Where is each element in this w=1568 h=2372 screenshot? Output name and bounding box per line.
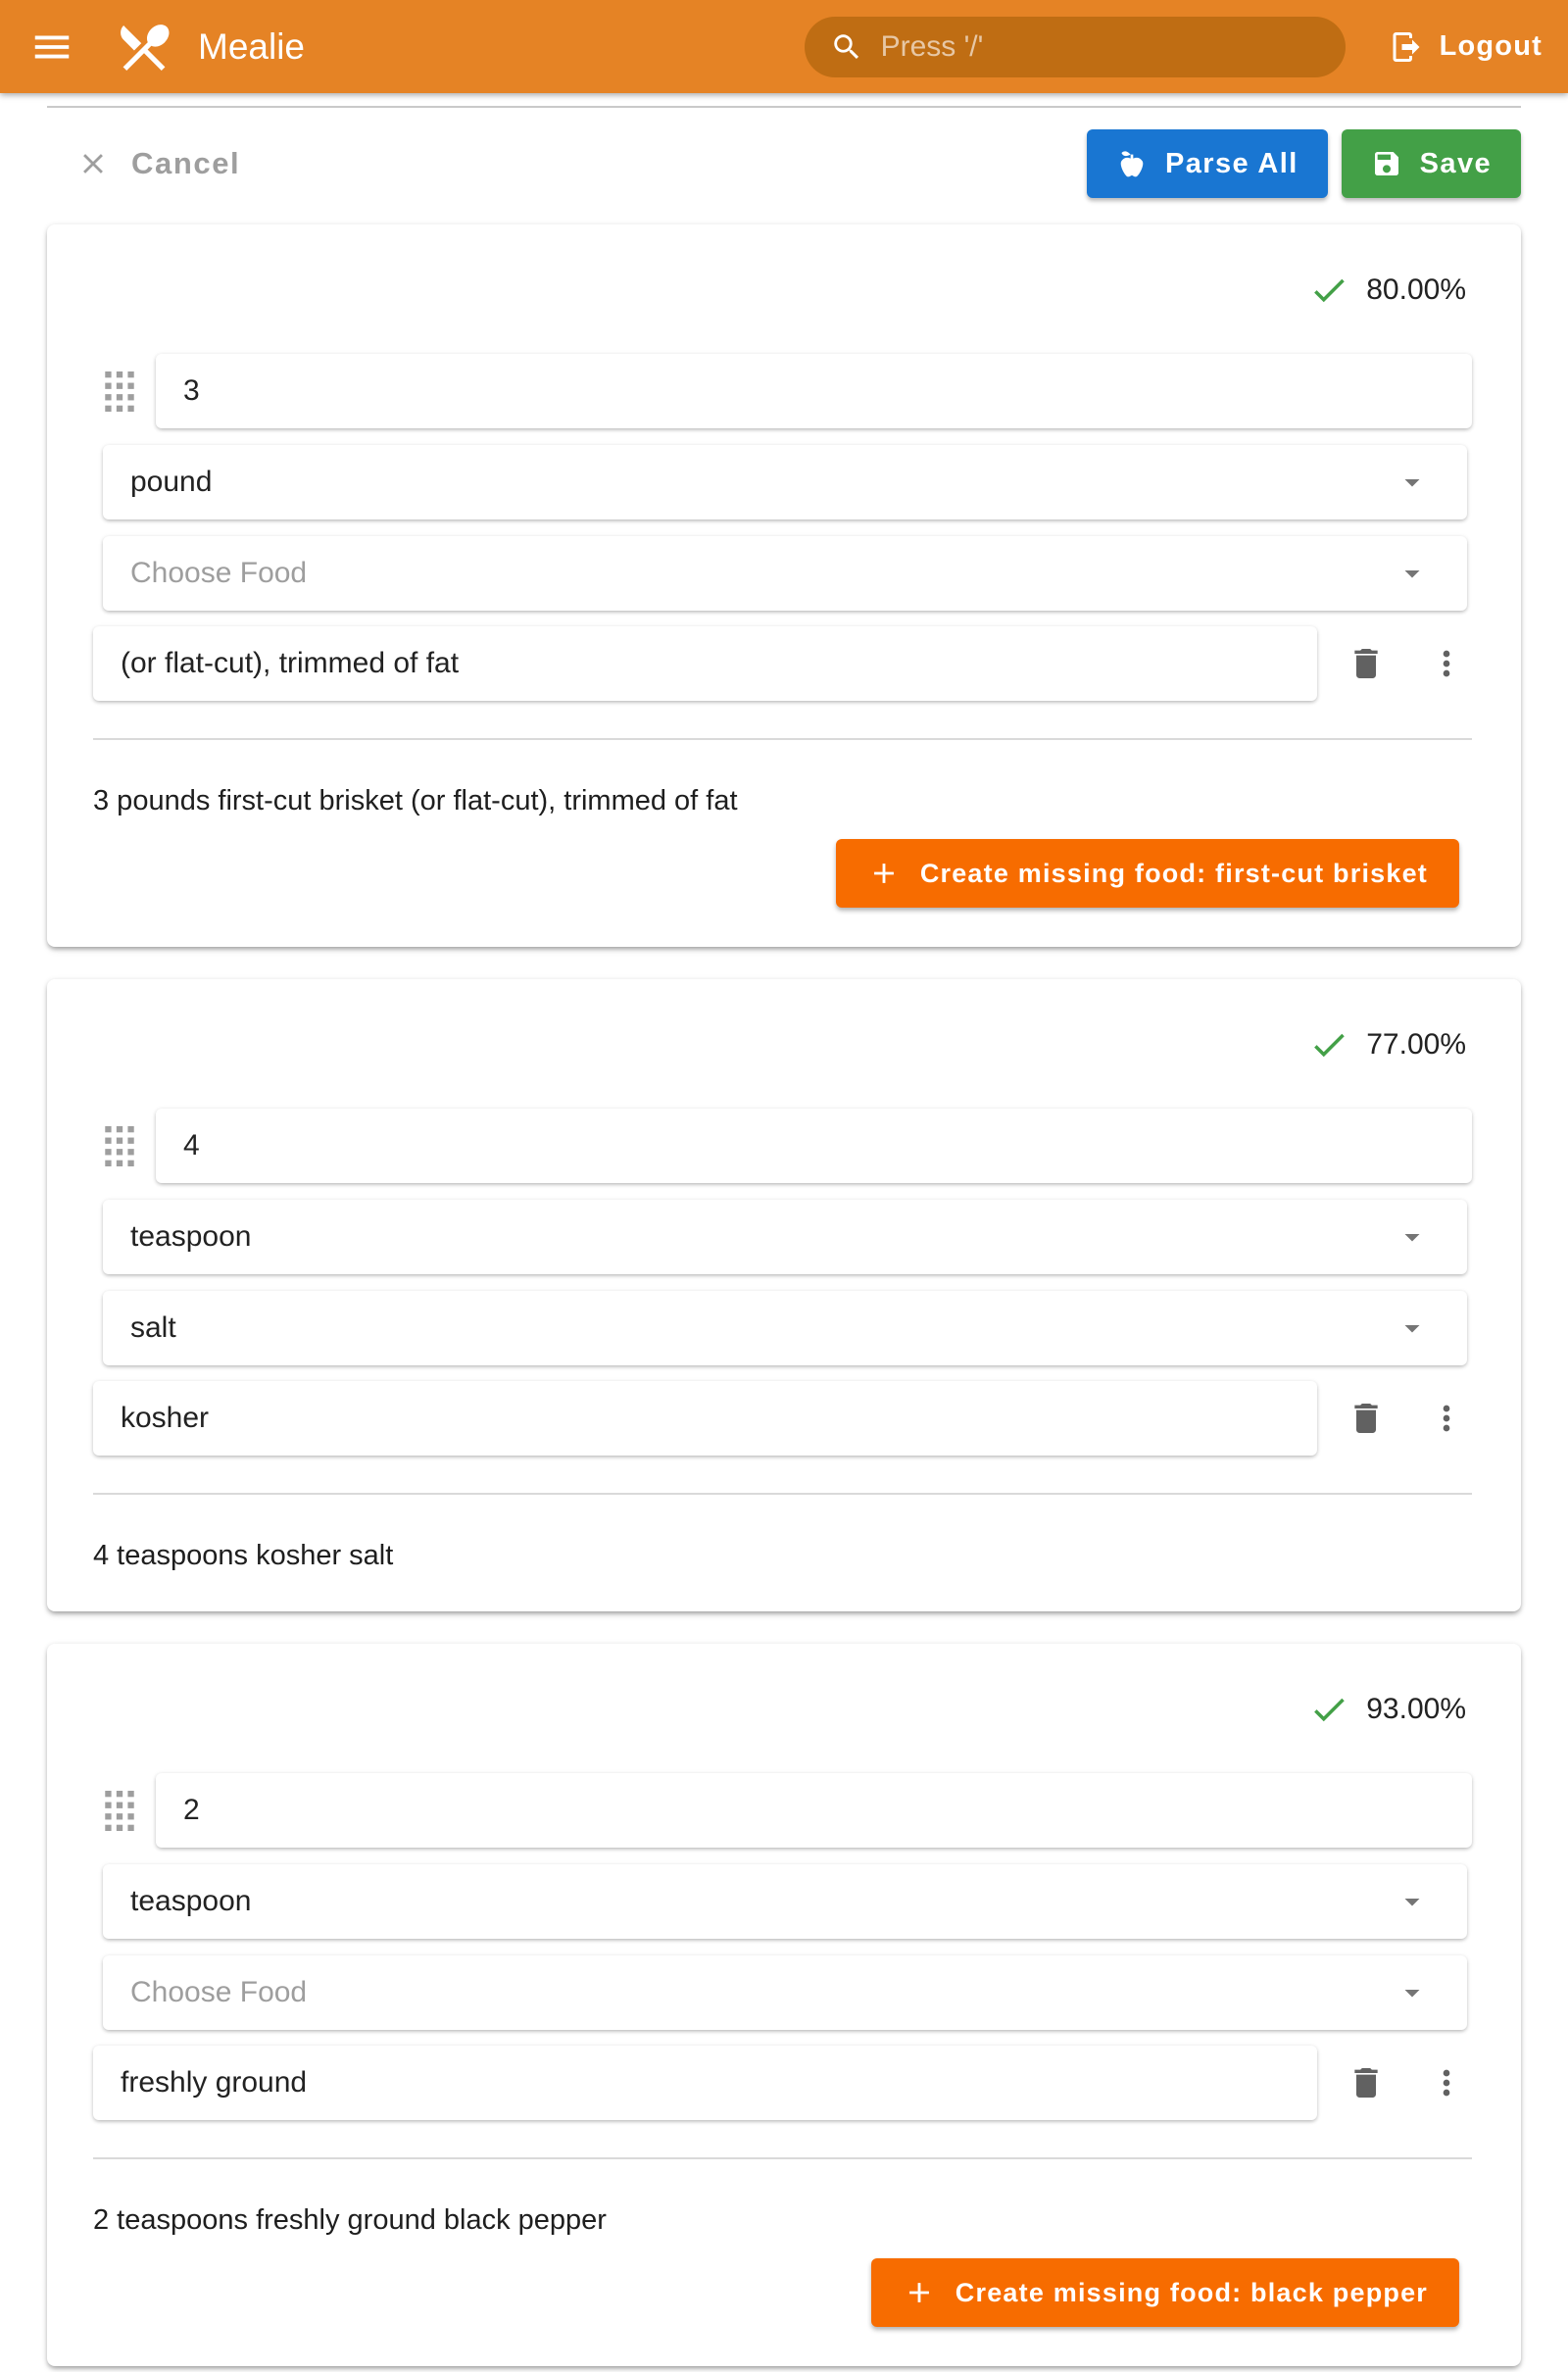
ingredient-card xyxy=(47,1644,1521,2366)
ingredient-card xyxy=(47,224,1521,947)
delete-ingredient-button[interactable] xyxy=(1345,1397,1388,1440)
note-input[interactable] xyxy=(93,2046,1317,2120)
unit-select[interactable] xyxy=(103,1200,1467,1274)
chevron-down-icon xyxy=(1395,1975,1430,2010)
toolbar xyxy=(47,108,1521,198)
save-icon xyxy=(1371,148,1402,179)
divider xyxy=(93,1493,1472,1495)
search-bar[interactable] xyxy=(805,17,1346,77)
confidence-check-icon xyxy=(1308,1024,1349,1065)
create-missing-food-row xyxy=(93,2258,1472,2327)
drag-handle[interactable] xyxy=(103,1789,136,1833)
original-ingredient-text: 4 teaspoons kosher salt xyxy=(93,1540,394,1571)
divider xyxy=(93,738,1472,740)
app-title: Mealie xyxy=(198,25,305,67)
unit-select[interactable] xyxy=(103,445,1467,519)
original-ingredient-text: 2 teaspoons freshly ground black pepper xyxy=(93,2204,607,2236)
unit-select[interactable] xyxy=(103,1864,1467,1939)
trash-icon xyxy=(1347,2063,1386,2102)
save-label: Save xyxy=(1419,147,1492,179)
quantity-input[interactable] xyxy=(156,1109,1472,1183)
parse-all-button[interactable] xyxy=(1087,129,1328,198)
ingredient-menu-button[interactable] xyxy=(1425,2061,1468,2104)
confidence-value: 77.00% xyxy=(1366,1028,1466,1061)
cancel-label: Cancel xyxy=(131,146,241,180)
quantity-row xyxy=(103,354,1472,428)
search-placeholder: Press '/' xyxy=(880,29,984,63)
trash-icon xyxy=(1347,644,1386,683)
logout-icon xyxy=(1389,29,1424,65)
unit-select-value: teaspoon xyxy=(130,1885,252,1917)
save-button[interactable] xyxy=(1342,129,1521,198)
chevron-down-icon xyxy=(1395,1219,1430,1255)
kebab-menu-icon xyxy=(1427,644,1466,683)
ingredient-menu-button[interactable] xyxy=(1425,1397,1468,1440)
confidence-row xyxy=(93,979,1472,1065)
create-missing-food-label: Create missing food: first-cut brisket xyxy=(919,858,1428,888)
food-select-value: Choose Food xyxy=(130,557,308,589)
plus-icon xyxy=(903,2276,936,2309)
note-row xyxy=(93,626,1472,701)
unit-select-value: pound xyxy=(130,466,213,498)
note-input[interactable] xyxy=(93,1381,1317,1456)
chevron-down-icon xyxy=(1395,465,1430,500)
plus-icon xyxy=(867,857,901,890)
ingredient-card-list xyxy=(47,224,1521,2366)
trash-icon xyxy=(1347,1399,1386,1438)
cancel-button[interactable] xyxy=(76,146,240,181)
hamburger-icon xyxy=(29,25,74,70)
food-select-value: salt xyxy=(130,1311,176,1344)
quantity-input[interactable] xyxy=(156,354,1472,428)
kebab-menu-icon xyxy=(1427,1399,1466,1438)
food-select[interactable] xyxy=(103,1955,1467,2030)
note-row xyxy=(93,1381,1472,1456)
chevron-down-icon xyxy=(1395,1310,1430,1346)
apple-icon xyxy=(1116,148,1148,179)
kebab-menu-icon xyxy=(1427,2063,1466,2102)
ingredient-card xyxy=(47,979,1521,1611)
quantity-input[interactable] xyxy=(156,1773,1472,1848)
content-sheet xyxy=(47,106,1521,2366)
create-missing-food-row xyxy=(93,839,1472,908)
fork-knife-icon xyxy=(114,17,174,77)
app-logo[interactable] xyxy=(114,17,174,77)
confidence-row xyxy=(93,1644,1472,1730)
food-select[interactable] xyxy=(103,536,1467,611)
confidence-check-icon xyxy=(1308,1689,1349,1730)
confidence-value: 93.00% xyxy=(1366,1693,1466,1725)
note-row xyxy=(93,2046,1472,2120)
create-missing-food-label: Create missing food: black pepper xyxy=(955,2277,1428,2307)
chevron-down-icon xyxy=(1395,556,1430,591)
delete-ingredient-button[interactable] xyxy=(1345,642,1388,685)
confidence-value: 80.00% xyxy=(1366,273,1466,306)
chevron-down-icon xyxy=(1395,1884,1430,1919)
unit-select-value: teaspoon xyxy=(130,1220,252,1253)
app-header xyxy=(0,0,1568,93)
parse-all-label: Parse All xyxy=(1165,147,1298,179)
drag-dots-icon xyxy=(105,371,134,412)
ingredient-menu-button[interactable] xyxy=(1425,642,1468,685)
food-select-value: Choose Food xyxy=(130,1976,308,2008)
logout-label: Logout xyxy=(1439,30,1543,62)
original-ingredient-text: 3 pounds first-cut brisket (or flat-cut), trimmed of fat xyxy=(93,785,738,816)
create-missing-food-button[interactable] xyxy=(836,839,1459,908)
drag-dots-icon xyxy=(105,1791,134,1831)
food-select[interactable] xyxy=(103,1291,1467,1365)
close-icon xyxy=(76,147,110,180)
confidence-check-icon xyxy=(1308,270,1349,311)
confidence-row xyxy=(93,224,1472,311)
delete-ingredient-button[interactable] xyxy=(1345,2061,1388,2104)
note-input[interactable] xyxy=(93,626,1317,701)
drag-handle[interactable] xyxy=(103,370,136,414)
quantity-row xyxy=(103,1109,1472,1183)
drag-handle[interactable] xyxy=(103,1124,136,1168)
drag-dots-icon xyxy=(105,1126,134,1166)
search-icon xyxy=(830,30,863,64)
divider xyxy=(93,2157,1472,2159)
logout-button[interactable] xyxy=(1389,29,1543,65)
create-missing-food-button[interactable] xyxy=(871,2258,1459,2327)
quantity-row xyxy=(103,1773,1472,1848)
menu-button[interactable] xyxy=(25,21,78,74)
